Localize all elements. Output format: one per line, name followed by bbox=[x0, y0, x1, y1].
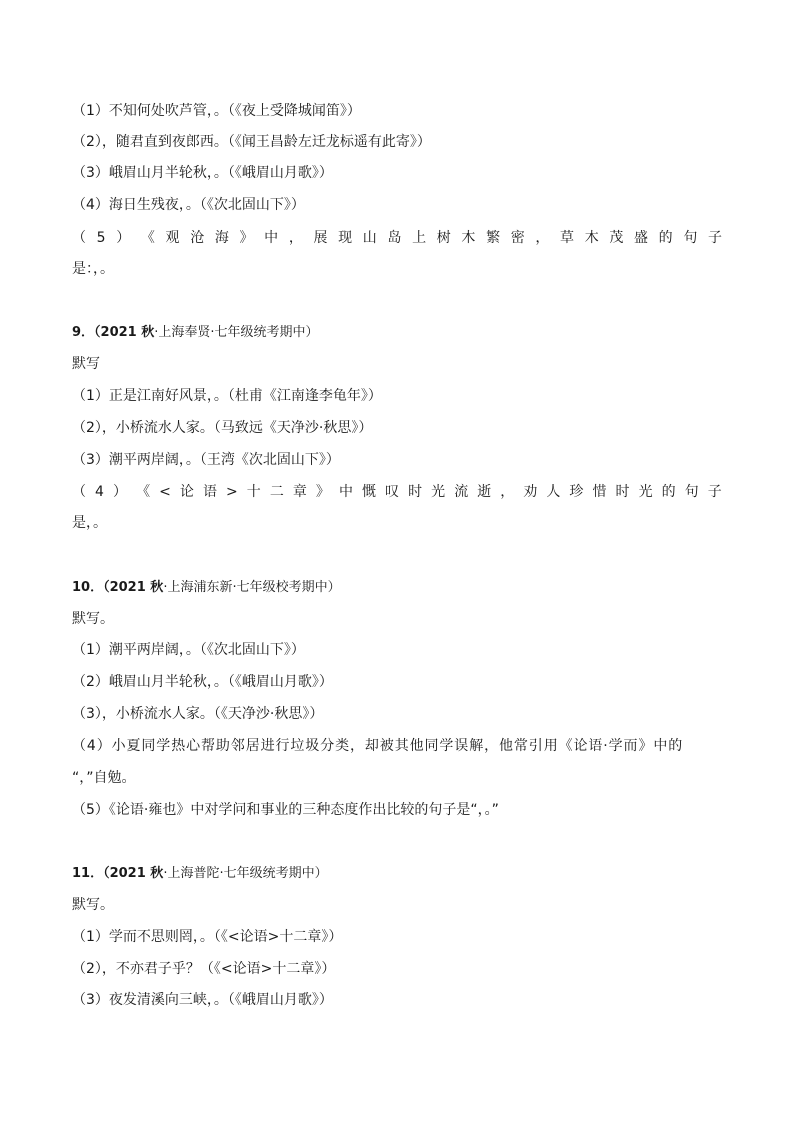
char: 岛 bbox=[387, 230, 402, 246]
char: 展 bbox=[313, 230, 328, 246]
char: （ bbox=[72, 230, 86, 246]
char: 木 bbox=[461, 230, 476, 246]
char: 叹 bbox=[385, 484, 400, 500]
q8-item-3-source: 。（《峨眉山月歌》） bbox=[213, 165, 333, 181]
q11-item-1-prompt: （1）学而不思则罔， bbox=[72, 929, 200, 945]
q9-source: ·上海奉贤·七年级统考期中） bbox=[154, 325, 319, 340]
q9-item-2-prompt: （2） bbox=[72, 420, 102, 436]
q11-year: （2021 秋 bbox=[103, 866, 164, 881]
char: ， bbox=[535, 230, 550, 246]
char: < bbox=[159, 484, 171, 500]
q11-item-2-source: ，不亦君子乎？（《<论语>十二章》） bbox=[101, 961, 336, 977]
q10-item-3 bbox=[72, 703, 722, 725]
q8-item-4-prompt: （4）海日生残夜， bbox=[72, 197, 186, 213]
q10-source: ·上海浦东新·七年级校考期中） bbox=[163, 580, 341, 595]
char: 树 bbox=[436, 230, 451, 246]
q11-item-2-prompt: （2） bbox=[72, 961, 102, 977]
char: 沧 bbox=[190, 230, 205, 246]
q10-item-4-separator: ， bbox=[79, 770, 87, 786]
char: 海 bbox=[214, 230, 229, 246]
q11-instruction: 默写。 bbox=[72, 897, 114, 913]
char: 》 bbox=[239, 230, 254, 246]
q10-item-5: （5）《论语·雍也》中对学问和事业的三种态度作出比较的句子是“，。” bbox=[72, 802, 499, 818]
char: 密 bbox=[510, 230, 525, 246]
q10-item-2-source: 。（《峨眉山月歌》） bbox=[213, 674, 333, 690]
char: 逝 bbox=[477, 484, 492, 500]
q8-item-4 bbox=[72, 194, 722, 216]
char: 十 bbox=[246, 484, 261, 500]
char: 子 bbox=[707, 484, 722, 500]
char: 》 bbox=[315, 484, 330, 500]
char: ） bbox=[116, 230, 131, 246]
q11-item-3 bbox=[72, 989, 722, 1011]
q11-item-3-source: 。（《峨眉山月歌》） bbox=[213, 992, 333, 1008]
q10-item-1-source: 。（《次北固山下》） bbox=[185, 642, 305, 658]
q8-item-5-line-2 bbox=[72, 258, 722, 280]
char: 《 bbox=[140, 230, 155, 246]
char: （ bbox=[72, 484, 86, 500]
q11-item-1-source: 。（《<论语>十二章》） bbox=[199, 929, 343, 945]
char: 章 bbox=[292, 484, 307, 500]
q10-year: （2021 秋 bbox=[103, 580, 164, 595]
q8-item-2-prompt: （2） bbox=[72, 134, 102, 150]
q10-item-1-prompt: （1）潮平两岸阔， bbox=[72, 642, 186, 658]
char: 观 bbox=[165, 230, 180, 246]
char: 的 bbox=[661, 484, 676, 500]
q9-item-3 bbox=[72, 449, 722, 471]
q9-item-4-line-1 bbox=[72, 481, 722, 503]
char: 句 bbox=[684, 484, 699, 500]
q8-item-2 bbox=[72, 131, 722, 153]
char: 繁 bbox=[486, 230, 501, 246]
char: ， bbox=[288, 230, 303, 246]
char: 语 bbox=[202, 484, 217, 500]
q8-item-3 bbox=[72, 162, 722, 184]
q9-item-4-prefix: 是 bbox=[72, 515, 86, 531]
q9-item-4-line-2 bbox=[72, 512, 722, 534]
q11-number: 11． bbox=[72, 866, 104, 881]
char: ， bbox=[500, 484, 515, 500]
q11-item-1 bbox=[72, 926, 722, 948]
char: 劝 bbox=[523, 484, 538, 500]
char: 二 bbox=[269, 484, 284, 500]
q9-item-3-prompt: （3）潮平两岸阔， bbox=[72, 452, 186, 468]
q8-item-5-end: 。 bbox=[100, 261, 114, 277]
char: > bbox=[225, 484, 238, 500]
char: 时 bbox=[408, 484, 423, 500]
q10-item-4-line-1: （4）小夏同学热心帮助邻居进行垃圾分类，却被其他同学误解，他常引用《论语·学而》中的 bbox=[72, 738, 684, 754]
q9-item-4-separator: ， bbox=[86, 515, 93, 531]
char: 4 bbox=[95, 484, 104, 500]
char: 草 bbox=[560, 230, 575, 246]
q10-instruction: 默写。 bbox=[72, 611, 114, 627]
q8-item-1-source: 。（《夜上受降城闻笛》） bbox=[213, 103, 361, 119]
q11-source: ·上海普陀·七年级统考期中） bbox=[163, 866, 328, 881]
char: 流 bbox=[454, 484, 469, 500]
q8-item-3-prompt: （3）峨眉山月半轮秋， bbox=[72, 165, 214, 181]
q10-item-3-source: ，小桥流水人家。（《天净沙·秋思》） bbox=[101, 706, 324, 722]
char: 惜 bbox=[592, 484, 607, 500]
char: 光 bbox=[431, 484, 446, 500]
char: 5 bbox=[96, 230, 106, 246]
q8-item-5-separator: ， bbox=[93, 261, 100, 277]
q9-instruction: 默写 bbox=[72, 356, 100, 372]
char: 的 bbox=[658, 230, 673, 246]
char: 珍 bbox=[569, 484, 584, 500]
char: ） bbox=[113, 484, 128, 500]
q9-item-3-source: 。（王湾《次北固山下》） bbox=[185, 452, 340, 468]
q8-item-2-source: ，随君直到夜郎西。（《闻王昌龄左迁龙标遥有此寄》） bbox=[101, 134, 431, 150]
char: 木 bbox=[584, 230, 599, 246]
q9-item-2-source: ，小桥流水人家。（马致远《天净沙·秋思》） bbox=[101, 420, 373, 436]
char: 中 bbox=[264, 230, 279, 246]
q8-item-5-line-1 bbox=[72, 227, 722, 249]
char: 句 bbox=[683, 230, 698, 246]
char: 人 bbox=[546, 484, 561, 500]
q9-item-4-end: 。 bbox=[93, 515, 107, 531]
q10-item-2 bbox=[72, 671, 722, 693]
char: 盛 bbox=[634, 230, 649, 246]
q8-item-4-source: 。（《次北固山下》） bbox=[185, 197, 305, 213]
q11-heading bbox=[72, 863, 722, 885]
char: 现 bbox=[338, 230, 353, 246]
q9-item-1-prompt: （1）正是江南好风景， bbox=[72, 388, 214, 404]
char: 子 bbox=[707, 230, 722, 246]
char: 上 bbox=[412, 230, 427, 246]
q10-item-1 bbox=[72, 639, 722, 661]
q9-heading bbox=[72, 322, 722, 344]
q9-item-2 bbox=[72, 417, 722, 439]
q10-item-3-prompt: （3） bbox=[72, 706, 102, 722]
q9-item-1-source: 。（杜甫《江南逢李龟年》） bbox=[213, 388, 382, 404]
q10-item-4-end: ”自勉。 bbox=[86, 770, 136, 786]
q9-item-1 bbox=[72, 385, 722, 407]
q11-item-2 bbox=[72, 958, 722, 980]
q10-item-2-prompt: （2）峨眉山月半轮秋， bbox=[72, 674, 214, 690]
char: 光 bbox=[638, 484, 653, 500]
char: 论 bbox=[179, 484, 194, 500]
q11-item-3-prompt: （3）夜发清溪向三峡， bbox=[72, 992, 214, 1008]
char: 山 bbox=[362, 230, 377, 246]
q9-number: 9． bbox=[72, 325, 95, 340]
char: 《 bbox=[136, 484, 151, 500]
q8-item-5-prefix: 是： bbox=[72, 261, 93, 277]
q9-year: （2021 秋 bbox=[94, 325, 155, 340]
char: 中 bbox=[338, 484, 353, 500]
q10-item-4-open-quote: “ bbox=[72, 770, 80, 786]
char: 时 bbox=[615, 484, 630, 500]
q8-item-1-prompt: （1）不知何处吹芦管， bbox=[72, 103, 214, 119]
q10-heading bbox=[72, 577, 722, 599]
q8-item-1 bbox=[72, 100, 722, 122]
char: 慨 bbox=[362, 484, 376, 500]
q10-item-4-line-2 bbox=[72, 767, 722, 789]
q10-number: 10． bbox=[72, 580, 104, 595]
char: 茂 bbox=[609, 230, 624, 246]
